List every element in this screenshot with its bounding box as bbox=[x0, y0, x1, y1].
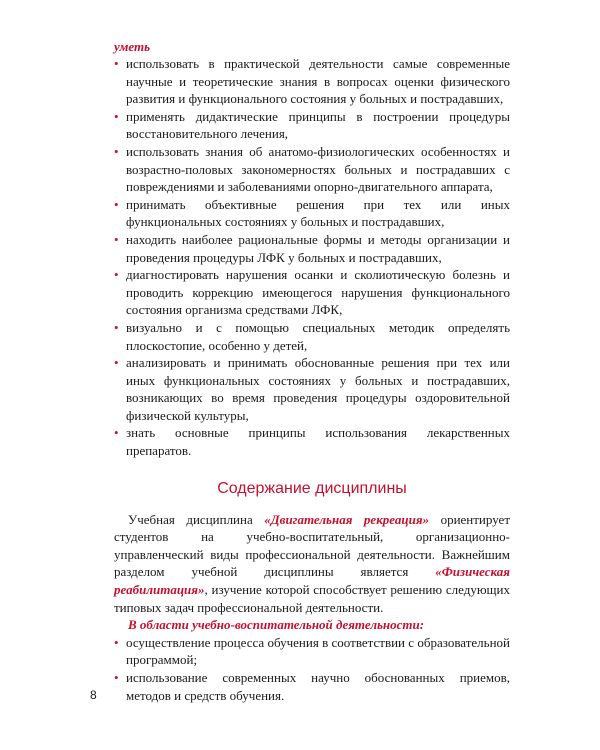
list-item-text: использовать в практической деятельности самые современные научные и теоретические знания в вопросах оценки физического развития и функционального состояния у больных и пострадавших, bbox=[126, 56, 510, 107]
list-item-text: принимать объективные решения при тех или иных функциональных состояниях у больных и пострадавших, bbox=[126, 196, 510, 230]
bullet-icon: • bbox=[114, 670, 119, 685]
list-item bbox=[114, 319, 510, 354]
list-item-text: использовать знания об анатомо-физиологических особенностях и возрастно-половых закономерностях больных и пострадавших с повреждениями и заболеваниями опорно-двигательного аппарата, bbox=[126, 143, 510, 195]
highlight-course-name: «Двигательная рекреация» bbox=[264, 511, 430, 527]
list-item-text: применять дидактические принципы в построении процедуры восстановительного лечения, bbox=[126, 108, 510, 142]
bullet-icon: • bbox=[114, 143, 119, 159]
list-item-text: знать основные принципы использования лекарственных препаратов. bbox=[126, 425, 510, 459]
section-title: Содержание дисциплины bbox=[217, 479, 407, 497]
highlight-section-name: «Физическая реабилитация» bbox=[114, 564, 510, 598]
list-item bbox=[114, 196, 510, 231]
list-item bbox=[114, 634, 510, 669]
paragraph-text: ориентирует студентов на учебно-воспитательный, организационно-управленческий виды профессиональной деятельности. Важнейшим разделом учебной дисциплины является bbox=[114, 511, 511, 580]
list-item-text: находить наиболее рациональные формы и методы организации и проведения процедуры ЛФК у больных и пострадавших, bbox=[126, 231, 510, 265]
list-item bbox=[114, 354, 510, 424]
skills-list bbox=[114, 55, 510, 460]
list-item bbox=[114, 55, 510, 108]
tasks-list bbox=[114, 634, 510, 704]
intro-paragraph bbox=[114, 511, 510, 617]
page-number: 8 bbox=[90, 688, 97, 702]
subsection-label: В области учебно-воспитательной деятельности: bbox=[128, 617, 425, 633]
paragraph-text: , изучение которой способствует решению следующих типовых задач профессиональной деятельности. bbox=[114, 582, 510, 615]
section-label-umet: уметь bbox=[114, 39, 151, 54]
bullet-icon: • bbox=[114, 231, 119, 247]
list-item bbox=[114, 424, 510, 459]
bullet-icon: • bbox=[114, 196, 119, 212]
list-item-text: анализировать и принимать обоснованные решения при тех или иных функциональных состояниях у больных и пострадавших, возникающих во время проведения процедуры оздоровительной физической культуры, bbox=[126, 355, 510, 423]
bullet-icon: • bbox=[114, 267, 119, 283]
paragraph-text: Учебная дисциплина bbox=[128, 511, 265, 527]
bullet-icon: • bbox=[114, 56, 119, 71]
list-item bbox=[114, 108, 510, 143]
list-item bbox=[114, 669, 510, 704]
list-item bbox=[114, 143, 510, 196]
page-content bbox=[114, 38, 510, 704]
list-item-text: осуществление процесса обучения в соответствии с образовательной программой; bbox=[126, 634, 510, 668]
bullet-icon: • bbox=[114, 355, 119, 371]
bullet-icon: • bbox=[114, 425, 119, 441]
list-item bbox=[114, 231, 510, 266]
list-item bbox=[114, 266, 510, 319]
bullet-icon: • bbox=[114, 634, 119, 650]
list-item-text: визуально и с помощью специальных методик определять плоскостопие, особенно у детей, bbox=[126, 319, 510, 353]
bullet-icon: • bbox=[114, 108, 119, 124]
list-item-text: диагностировать нарушения осанки и сколиотическую болезнь и проводить коррекцию имеющегося нарушения функционального состояния организма средствами ЛФК, bbox=[126, 267, 510, 318]
bullet-icon: • bbox=[114, 319, 119, 335]
list-item-text: использование современных научно обоснованных приемов, методов и средств обучения. bbox=[126, 670, 510, 703]
